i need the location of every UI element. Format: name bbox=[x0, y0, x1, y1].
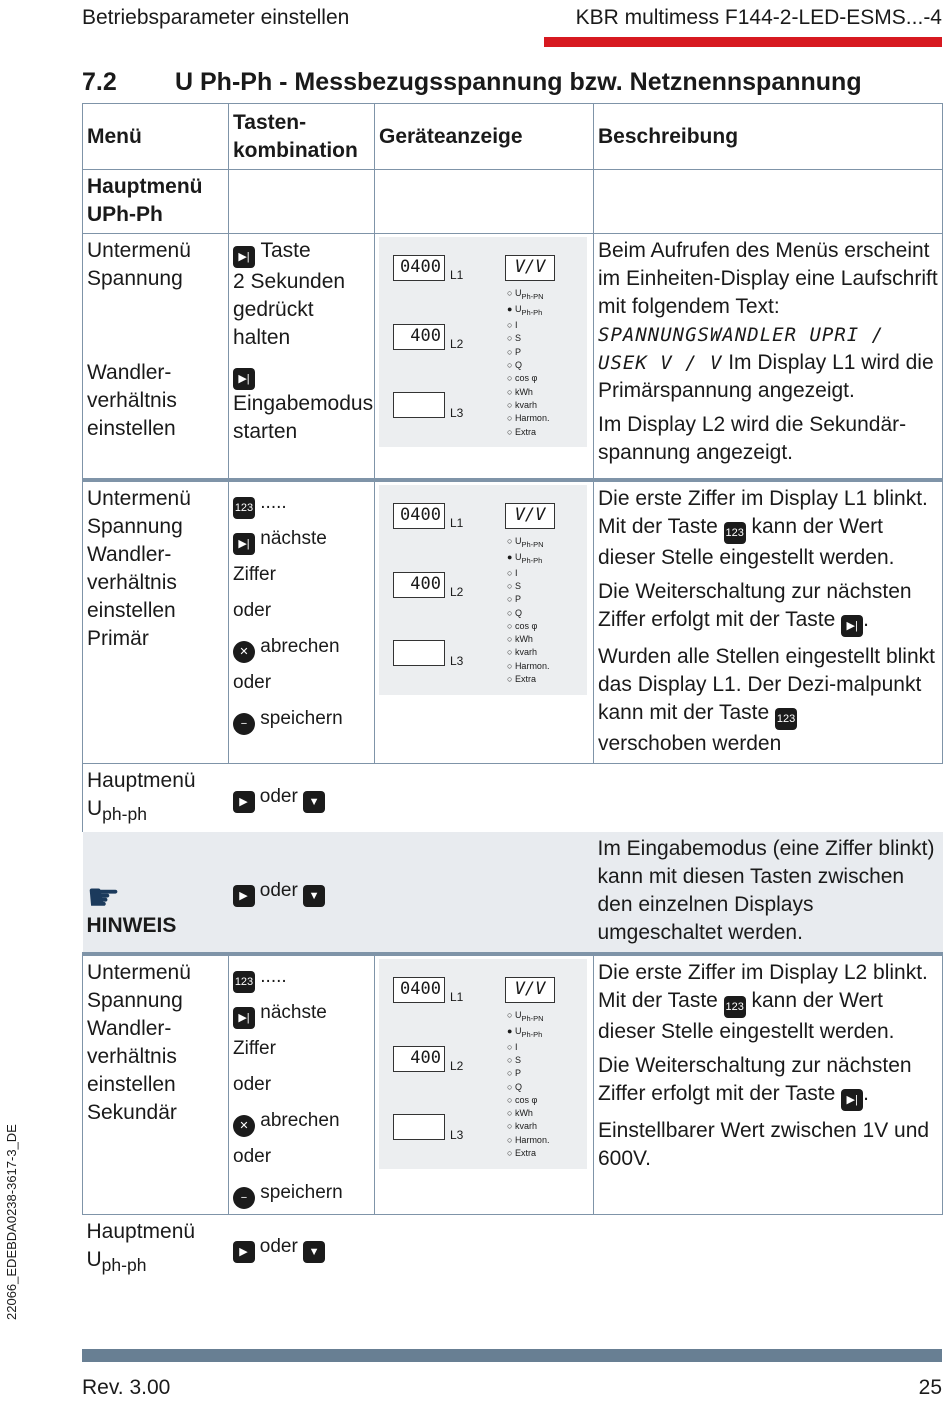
indicator-s: ○ S bbox=[507, 1054, 521, 1065]
display-l1: 0400 bbox=[393, 977, 445, 1003]
next-key-icon: ▶| bbox=[233, 246, 255, 268]
next-key-icon: ▶| bbox=[841, 615, 863, 637]
pointing-hand-icon: ☛ bbox=[86, 876, 121, 919]
digit-key-icon: 123 bbox=[724, 522, 746, 544]
hint-desc: Im Eingabemodus (eine Ziffer blinkt) kann mit diesen Tasten zwischen den einzelnen Displays umgeschaltet werden. bbox=[597, 836, 935, 944]
indicator-s: ○ S bbox=[507, 333, 521, 344]
indicator-i: ○ I bbox=[507, 567, 518, 578]
indicator-list bbox=[507, 535, 549, 687]
indicator-kvarh: ○ kvarh bbox=[507, 399, 537, 410]
display-unit: V/V bbox=[505, 977, 555, 1003]
keys-nav-2: ▶ oder ▼ bbox=[229, 1214, 375, 1282]
row-secondary: Untermenü Spannung Wandler- verhältnis einstellen Sekundär bbox=[83, 954, 229, 1215]
indicator-list bbox=[507, 1009, 549, 1161]
footer-revision: Rev. 3.00 bbox=[82, 1376, 171, 1399]
col-display-header: Geräteanzeige bbox=[375, 104, 594, 170]
right-key-icon: ▶ bbox=[233, 885, 255, 907]
display-l2: 400 bbox=[393, 1046, 445, 1072]
keys-secondary: 123 ..... ▶| nächste Ziffer oder ✕ abrechen oder − speichern bbox=[229, 954, 375, 1215]
indicator-kwh: ○ kWh bbox=[507, 1108, 533, 1119]
down-key-icon: ▼ bbox=[303, 1241, 325, 1263]
indicator-cos: ○ cos φ bbox=[507, 1094, 538, 1105]
col-desc-header: Beschreibung bbox=[594, 104, 943, 170]
display-cell-2 bbox=[375, 480, 594, 764]
col-menu-header: Menü bbox=[83, 104, 229, 170]
indicator-extra: ○ Extra bbox=[507, 426, 536, 437]
save-key-icon: − bbox=[233, 1187, 255, 1209]
indicator-q: ○ Q bbox=[507, 607, 522, 618]
indicator-harmon: ○ Harmon. bbox=[507, 413, 550, 424]
keys-start-input: ▶| Eingabemodus starten bbox=[229, 356, 375, 480]
header-product: KBR multimess F144-2-LED-ESMS...-4 bbox=[575, 6, 942, 29]
display-l3-label: L3 bbox=[450, 653, 464, 668]
indicator-s: ○ S bbox=[507, 580, 521, 591]
device-display bbox=[379, 485, 587, 695]
indicator-p: ○ P bbox=[507, 594, 521, 605]
indicator-p: ○ P bbox=[507, 1068, 521, 1079]
desc-submenu: Beim Aufrufen des Menüs erscheint im Einheiten-Display eine Laufschrift mit folgendem Text: SPANNUNGSWANDLER UPRI / USEK V / V Im Display L1 wird die Primärspannung angezeigt. Im Display L2 wird die Sekundär-spannung angezeigt. bbox=[594, 234, 943, 480]
indicator-kvarh: ○ kvarh bbox=[507, 1121, 537, 1132]
hint-label-cell: ☛ HINWEIS bbox=[83, 832, 229, 954]
parameter-table bbox=[82, 103, 943, 1282]
display-l3 bbox=[393, 1114, 445, 1140]
next-key-icon: ▶| bbox=[841, 1089, 863, 1111]
down-key-icon: ▼ bbox=[303, 791, 325, 813]
display-l1: 0400 bbox=[393, 255, 445, 281]
side-document-id: 22066_EDEBDA0238-3617-3_DE bbox=[4, 1124, 19, 1320]
display-l2-label: L2 bbox=[450, 337, 464, 351]
indicator-u-ph-pn: ○ $U_{Ph-PN}$ bbox=[507, 288, 544, 301]
indicator-q: ○ Q bbox=[507, 1081, 522, 1092]
right-key-icon: ▶ bbox=[233, 791, 255, 813]
display-l3 bbox=[393, 392, 445, 418]
next-key-icon: ▶| bbox=[233, 533, 255, 555]
indicator-q: ○ Q bbox=[507, 360, 522, 371]
display-l1-label: L1 bbox=[450, 989, 464, 1004]
col-keys-header: Tasten- kombination bbox=[229, 104, 375, 170]
hint-keys: ▶ oder ▼ bbox=[229, 832, 375, 954]
header-accent-bar bbox=[544, 37, 942, 47]
digit-key-icon: 123 bbox=[233, 497, 255, 519]
display-l2-label: L2 bbox=[450, 1058, 464, 1073]
display-unit: V/V bbox=[505, 255, 555, 281]
digit-key-icon: 123 bbox=[233, 971, 255, 993]
indicator-extra: ○ Extra bbox=[507, 674, 536, 685]
display-l3-label: L3 bbox=[450, 1127, 464, 1142]
indicator-i: ○ I bbox=[507, 320, 518, 331]
row-primary: Untermenü Spannung Wandler- verhältnis einstellen Primär bbox=[83, 480, 229, 764]
row-submenu-voltage: Untermenü Spannung bbox=[83, 234, 229, 356]
display-l1: 0400 bbox=[393, 503, 445, 529]
row-ratio-set: Wandler- verhältnis einstellen bbox=[83, 356, 229, 480]
keys-hold-2s: ▶| Taste 2 Sekunden gedrückt halten bbox=[229, 234, 375, 356]
indicator-extra: ○ Extra bbox=[507, 1148, 536, 1159]
indicator-cos: ○ cos φ bbox=[507, 620, 538, 631]
indicator-list bbox=[507, 287, 549, 439]
display-cell-1 bbox=[375, 234, 594, 480]
device-display bbox=[379, 237, 587, 447]
indicator-kwh: ○ kWh bbox=[507, 634, 533, 645]
display-l2: 400 bbox=[393, 572, 445, 598]
display-cell-3 bbox=[375, 954, 594, 1215]
digit-key-icon: 123 bbox=[724, 996, 746, 1018]
display-l2: 400 bbox=[393, 324, 445, 350]
indicator-i: ○ I bbox=[507, 1041, 518, 1052]
indicator-u-ph-pn: ○ $U_{Ph-PN}$ bbox=[507, 1009, 544, 1023]
display-unit: V/V bbox=[505, 503, 555, 529]
digit-key-icon: 123 bbox=[775, 708, 797, 730]
page-number: 25 bbox=[918, 1376, 942, 1399]
cancel-key-icon: ✕ bbox=[233, 1115, 255, 1137]
footer-rule bbox=[82, 1349, 942, 1362]
indicator-u-ph-ph: ● $U_{Ph-Ph}$ bbox=[507, 551, 543, 565]
device-display bbox=[379, 959, 587, 1169]
row-back-main-1: Hauptmenü $U_{ph-ph}$ bbox=[83, 764, 229, 832]
header-chapter: Betriebsparameter einstellen bbox=[82, 6, 350, 29]
display-l1-label: L1 bbox=[450, 515, 464, 530]
indicator-kwh: ○ kWh bbox=[507, 386, 533, 397]
indicator-kvarh: ○ kvarh bbox=[507, 647, 537, 658]
display-l2-label: L2 bbox=[450, 584, 464, 599]
right-key-icon: ▶ bbox=[233, 1241, 255, 1263]
row-main-menu: Hauptmenü UPh-Ph bbox=[83, 170, 229, 234]
save-key-icon: − bbox=[233, 713, 255, 735]
section-number: 7.2 bbox=[82, 68, 117, 96]
indicator-harmon: ○ Harmon. bbox=[507, 660, 550, 671]
desc-secondary: Die erste Ziffer im Display L2 blinkt. Mit der Taste 123 kann der Wert dieser Stelle eingestellt werden. Die Weiterschaltung zur nächsten Ziffer erfolgt mit der Taste ▶| . Einstellbarer Wert zwischen 1V und 600V. bbox=[594, 954, 943, 1215]
indicator-harmon: ○ Harmon. bbox=[507, 1134, 550, 1145]
section-title: U Ph-Ph - Messbezugsspannung bzw. Netznennspannung bbox=[175, 68, 862, 96]
display-l3-label: L3 bbox=[450, 406, 464, 420]
keys-nav-1: ▶ oder ▼ bbox=[229, 764, 375, 832]
indicator-u-ph-pn: ○ $U_{Ph-PN}$ bbox=[507, 535, 544, 549]
cancel-key-icon: ✕ bbox=[233, 641, 255, 663]
keys-primary: 123 ..... ▶| nächste Ziffer oder ✕ abrechen oder − speichern bbox=[229, 480, 375, 764]
next-key-icon: ▶| bbox=[233, 1007, 255, 1029]
indicator-cos: ○ cos φ bbox=[507, 373, 538, 384]
indicator-u-ph-ph: ● $U_{Ph-Ph}$ bbox=[507, 1025, 543, 1039]
row-back-main-2: Hauptmenü $U_{ph-ph}$ bbox=[86, 1219, 196, 1275]
indicator-u-ph-ph: ● $U_{Ph-Ph}$ bbox=[507, 304, 543, 317]
section-heading bbox=[82, 68, 862, 97]
next-key-icon: ▶| bbox=[233, 368, 255, 390]
indicator-p: ○ P bbox=[507, 346, 521, 357]
display-l3 bbox=[393, 640, 445, 666]
down-key-icon: ▼ bbox=[303, 885, 325, 907]
desc-primary: Die erste Ziffer im Display L1 blinkt. Mit der Taste 123 kann der Wert dieser Stelle eingestellt werden. Die Weiterschaltung zur nächsten Ziffer erfolgt mit der Taste ▶| . Wurden alle Stellen eingestellt blinkt das Display L1. Der Dezi-malpunkt kann mit der Taste 123 verschoben werden bbox=[594, 480, 943, 764]
display-l1-label: L1 bbox=[450, 268, 464, 282]
